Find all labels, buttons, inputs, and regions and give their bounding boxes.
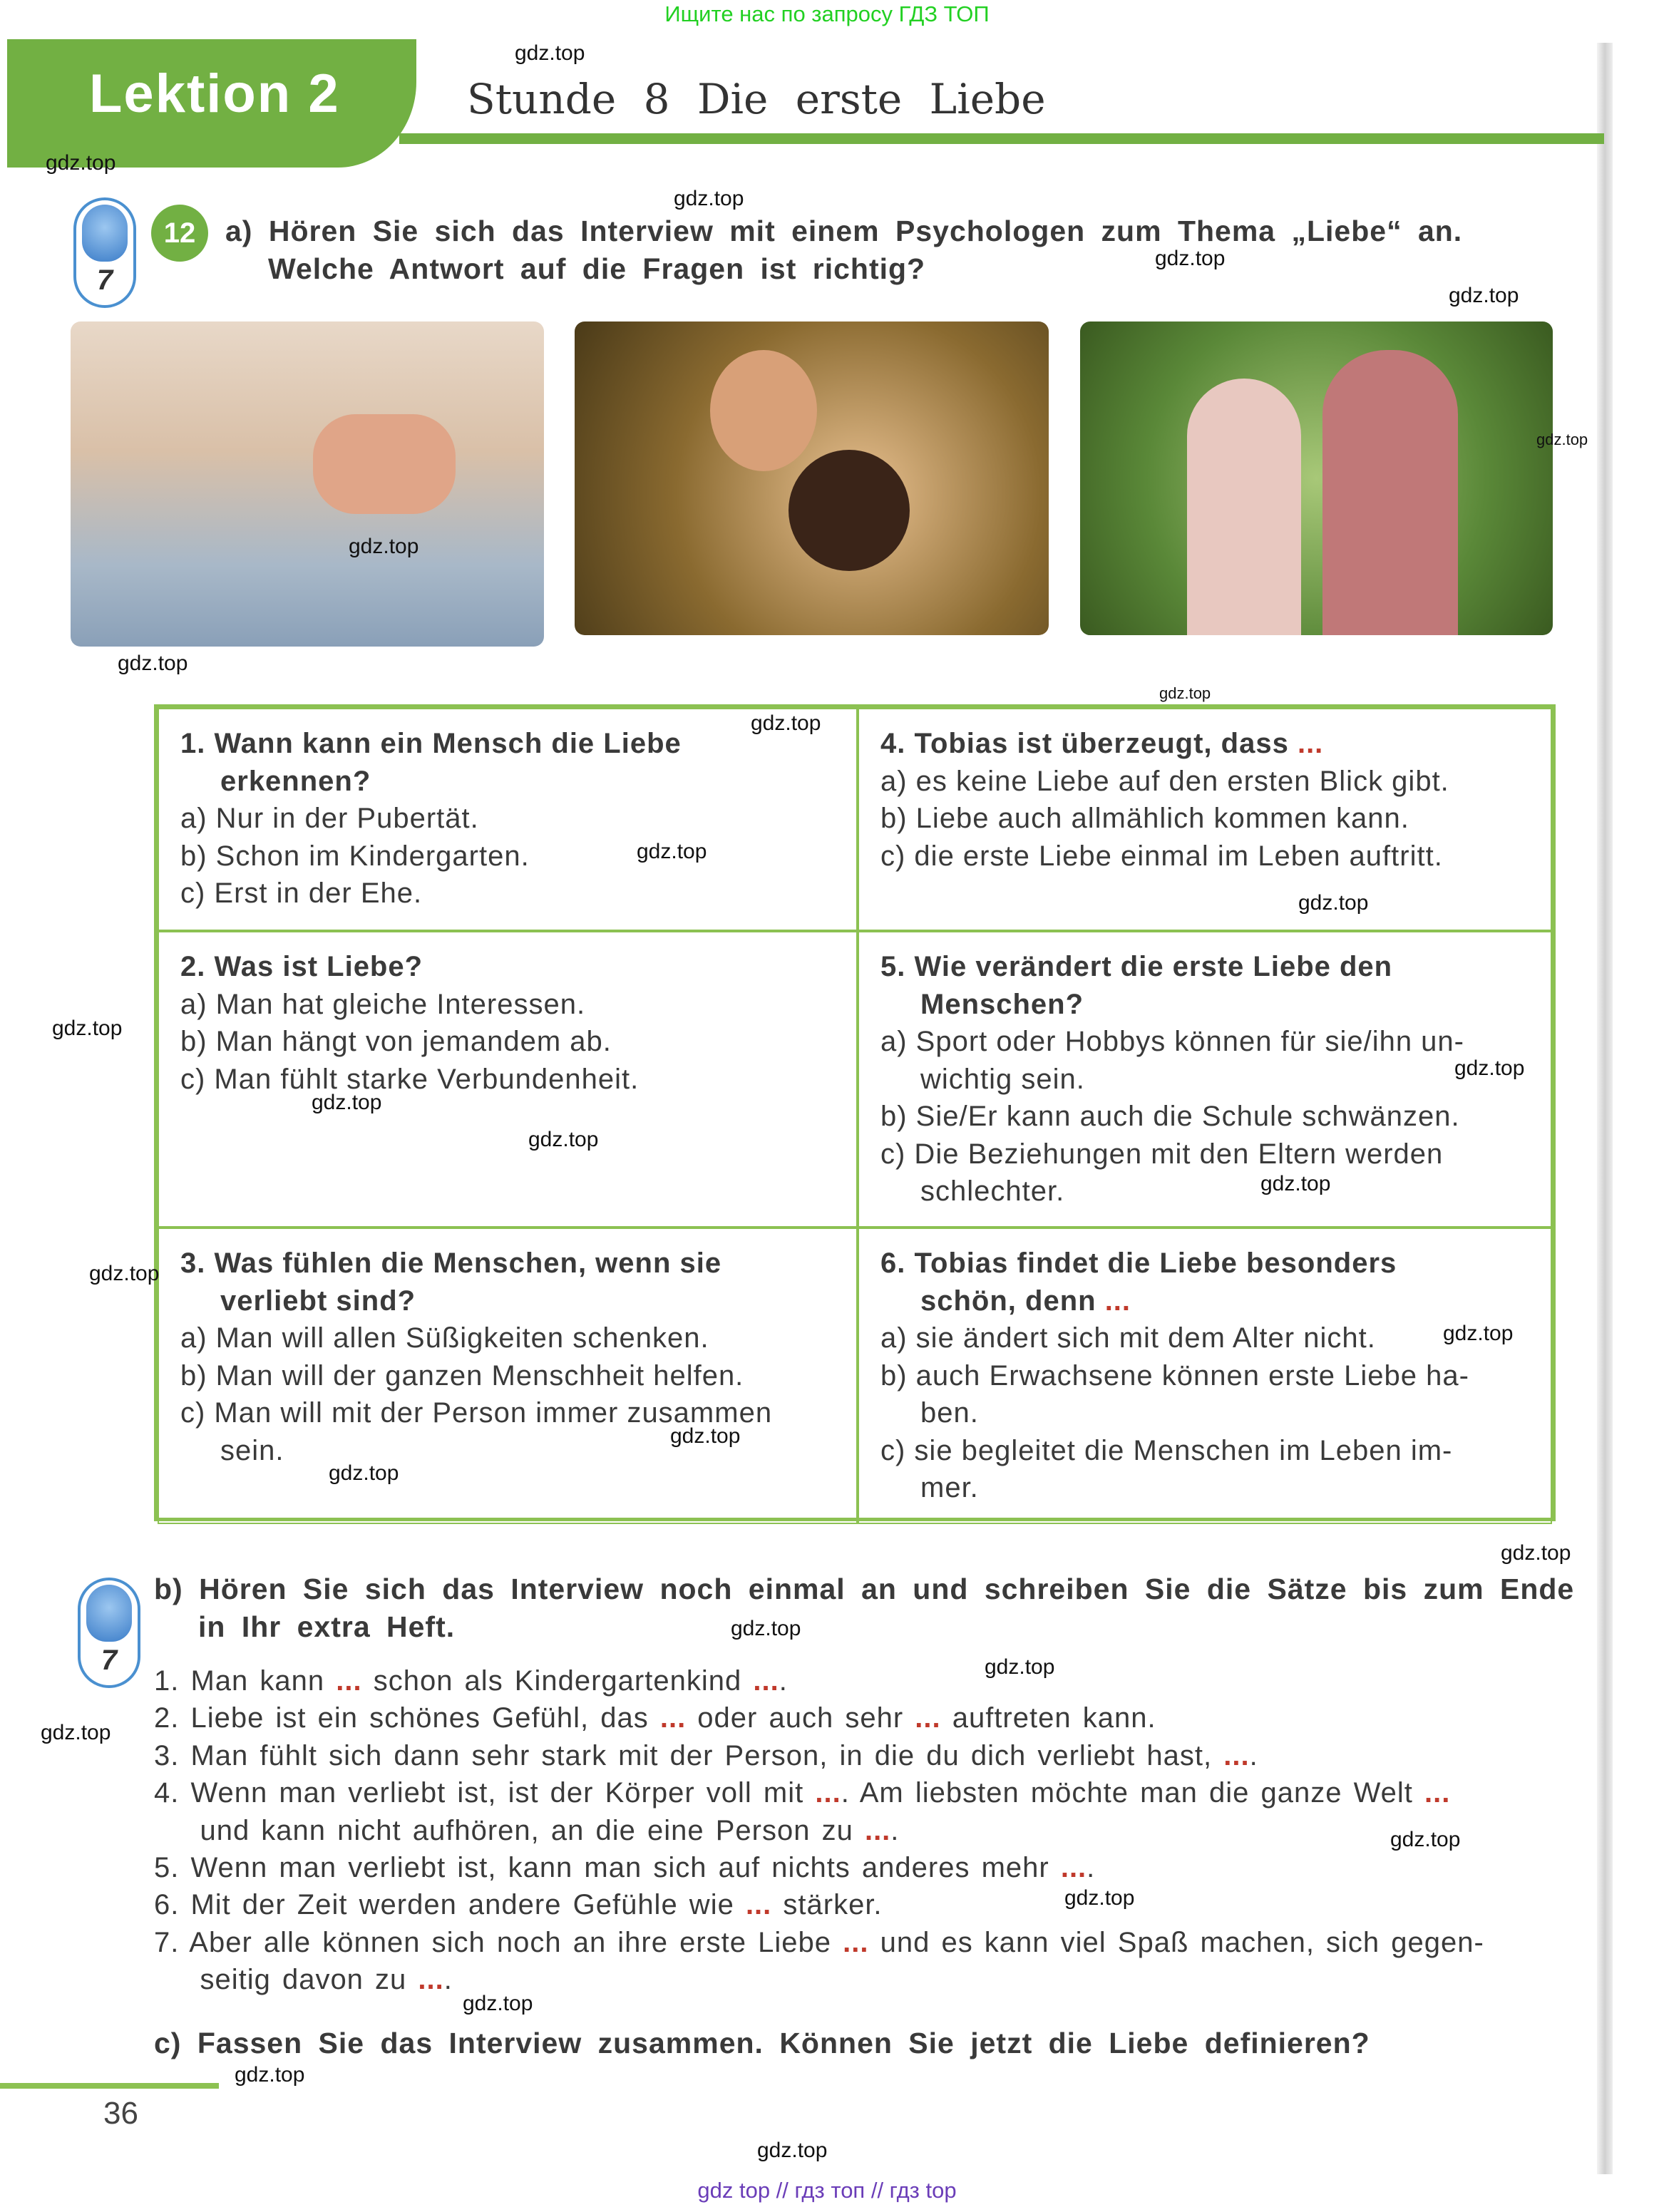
- search-banner: Ищите нас по запросу ГДЗ ТОП: [664, 1, 990, 26]
- watermark: gdz.top: [674, 187, 744, 210]
- question-text: 4. Tobias ist überzeugt, dass ...: [880, 728, 1324, 759]
- watermark: gdz.top: [235, 2063, 305, 2087]
- page-number: 36: [103, 2096, 138, 2131]
- gap-ellipsis: ...: [1424, 1777, 1451, 1809]
- answer-option: b) Liebe auch allmählich kommen kann.: [880, 803, 1409, 834]
- footer-links[interactable]: gdz top // гдз топ // гдз top: [697, 2178, 957, 2203]
- gap-ellipsis: ...: [915, 1702, 941, 1734]
- watermark: gdz.top: [46, 151, 116, 175]
- question-text: 3. Was fühlen die Menschen, wenn sie verliebt sind?: [180, 1248, 722, 1317]
- headphones-icon: [82, 205, 128, 262]
- watermark: gdz.top: [1454, 1056, 1525, 1080]
- watermark: gdz.top: [118, 652, 188, 675]
- sentence: und kann nicht aufhören, an die eine Person zu ....: [154, 1815, 900, 1846]
- answer-option: b) Man hängt von jemandem ab.: [180, 1026, 612, 1057]
- watermark: gdz.top: [731, 1617, 801, 1640]
- answer-option: a) Sport oder Hobbys können für sie/ihn un- wichtig sein.: [880, 1026, 1464, 1095]
- watermark: gdz.top: [637, 840, 707, 863]
- gap-ellipsis: ...: [659, 1702, 687, 1734]
- photo-elderly-couple: [1080, 321, 1553, 635]
- sentence: 6. Mit der Zeit werden andere Gefühle wie ... stärker.: [154, 1889, 883, 1920]
- watermark: gdz.top: [515, 41, 585, 65]
- answer-option: b) Man will der ganzen Menschheit helfen.: [180, 1359, 744, 1391]
- watermark: gdz.top: [670, 1424, 741, 1448]
- answer-option: c) Erst in der Ehe.: [180, 878, 423, 909]
- sentence: seitig davon zu ....: [154, 1964, 453, 1995]
- question-cell-2: [158, 931, 858, 1228]
- gap-ellipsis: ...: [864, 1815, 891, 1846]
- watermark: gdz.top: [1298, 891, 1369, 915]
- answer-option: a) sie ändert sich mit dem Alter nicht.: [880, 1322, 1376, 1354]
- sentence: 4. Wenn man verliebt ist, ist der Körper voll mit .... Am liebsten möchte man die ganze Welt ...: [154, 1777, 1451, 1809]
- answer-option: a) Nur in der Pubertät.: [180, 803, 479, 834]
- exercise-a-instruction: a) Hören Sie sich das Interview mit einem Psychologen zum Thema „Liebe“ an.: [225, 215, 1463, 247]
- watermark: gdz.top: [52, 1017, 123, 1040]
- watermark: gdz.top: [1159, 684, 1211, 702]
- answer-option: c) sie begleitet die Menschen im Leben im- mer.: [880, 1434, 1453, 1503]
- photo-young-couple: [575, 321, 1049, 635]
- watermark: gdz.top: [1443, 1322, 1514, 1345]
- gap-ellipsis: ...: [753, 1665, 779, 1697]
- exercise-number-badge: 12: [151, 205, 208, 262]
- headphones-audio-icon[interactable]: [73, 197, 136, 308]
- audio-track-number: 7: [101, 1645, 118, 1676]
- gap-ellipsis: ...: [1104, 1285, 1131, 1317]
- question-cell-3: [158, 1228, 858, 1524]
- header-rule: [399, 133, 1604, 144]
- audio-track-number: 7: [96, 264, 113, 296]
- gap-ellipsis: ...: [1223, 1740, 1250, 1771]
- answer-option: c) Die Beziehungen mit den Eltern werden schlechter.: [880, 1138, 1444, 1207]
- sentence: 1. Man kann ... schon als Kindergartenkind ....: [154, 1665, 788, 1697]
- gap-ellipsis: ...: [1297, 728, 1324, 759]
- watermark: gdz.top: [528, 1128, 599, 1151]
- exercise-c-instruction: c) Fassen Sie das Interview zusammen. Können Sie jetzt die Liebe definieren?: [154, 2027, 1370, 2059]
- watermark: gdz.top: [329, 1461, 399, 1485]
- page-number-rule: [0, 2083, 219, 2089]
- gap-ellipsis: ...: [745, 1889, 772, 1920]
- watermark: gdz.top: [1260, 1172, 1331, 1195]
- exercise-a-instruction-2: Welche Antwort auf die Fragen ist richtig?: [268, 252, 926, 285]
- exercise-b-instruction-2: in Ihr extra Heft.: [198, 1610, 456, 1643]
- answer-option: a) es keine Liebe auf den ersten Blick gibt.: [880, 765, 1449, 797]
- question-text: 6. Tobias findet die Liebe besonders schön, denn ...: [880, 1248, 1397, 1317]
- question-cell-4: [858, 708, 1552, 931]
- watermark: gdz.top: [89, 1262, 160, 1285]
- lesson-title: Lektion 2: [89, 63, 340, 124]
- gap-ellipsis: ...: [1060, 1852, 1087, 1883]
- answer-option: a) Man will allen Süßigkeiten schenken.: [180, 1322, 709, 1354]
- watermark: gdz.top: [1449, 284, 1519, 307]
- question-cell-6: [858, 1228, 1552, 1524]
- answer-option: c) Man will mit der Person immer zusammen sein.: [180, 1397, 773, 1466]
- headphones-icon: [86, 1585, 132, 1642]
- question-text: 5. Wie verändert die erste Liebe den Menschen?: [880, 951, 1393, 1020]
- watermark: gdz.top: [41, 1721, 111, 1744]
- watermark: gdz.top: [312, 1091, 382, 1114]
- exercise-b-instruction: b) Hören Sie sich das Interview noch einmal an und schreiben Sie die Sätze bis zum Ende: [154, 1573, 1575, 1605]
- question-cell-1: [158, 708, 858, 931]
- watermark: gdz.top: [349, 535, 419, 558]
- watermark: gdz.top: [751, 711, 821, 735]
- sentence: 5. Wenn man verliebt ist, kann man sich auf nichts anderes mehr ....: [154, 1852, 1096, 1883]
- question-text: 2. Was ist Liebe?: [180, 951, 423, 982]
- headphones-audio-icon-b[interactable]: [78, 1578, 140, 1688]
- page-edge-shadow: [1597, 43, 1613, 2174]
- answer-option: a) Man hat gleiche Interessen.: [180, 988, 586, 1020]
- watermark: gdz.top: [1064, 1886, 1135, 1910]
- watermark: gdz.top: [1501, 1541, 1571, 1565]
- gap-ellipsis: ...: [336, 1665, 362, 1697]
- gap-ellipsis: ...: [815, 1777, 841, 1809]
- sentence: 7. Aber alle können sich noch an ihre erste Liebe ... und es kann viel Spaß machen, sich gegen-: [154, 1927, 1484, 1958]
- answer-option: c) die erste Liebe einmal im Leben auftritt.: [880, 840, 1443, 872]
- sentence: 3. Man fühlt sich dann sehr stark mit der Person, in die du dich verliebt hast, ....: [154, 1740, 1258, 1771]
- watermark: gdz.top: [1390, 1828, 1461, 1851]
- gap-ellipsis: ...: [843, 1927, 869, 1958]
- sentence: 2. Liebe ist ein schönes Gefühl, das ... oder auch sehr ... auftreten kann.: [154, 1702, 1156, 1734]
- lesson-subtitle: Stunde 8 Die erste Liebe: [467, 75, 1046, 123]
- photo-holding-hands: [71, 321, 544, 647]
- answer-option: c) Man fühlt starke Verbundenheit.: [180, 1063, 639, 1095]
- watermark: gdz.top: [985, 1655, 1055, 1679]
- answer-option: b) auch Erwachsene können erste Liebe ha- ben.: [880, 1359, 1469, 1429]
- question-text: 1. Wann kann ein Mensch die Liebe erkennen?: [180, 728, 682, 797]
- watermark: gdz.top: [1155, 247, 1226, 270]
- watermark: gdz.top: [757, 2139, 828, 2162]
- watermark: gdz.top: [463, 1992, 533, 2015]
- answer-option: b) Schon im Kindergarten.: [180, 840, 530, 872]
- question-cell-5: [858, 931, 1552, 1228]
- watermark: gdz.top: [1536, 431, 1588, 448]
- gap-ellipsis: ...: [418, 1964, 444, 1995]
- answer-option: b) Sie/Er kann auch die Schule schwänzen.: [880, 1101, 1460, 1132]
